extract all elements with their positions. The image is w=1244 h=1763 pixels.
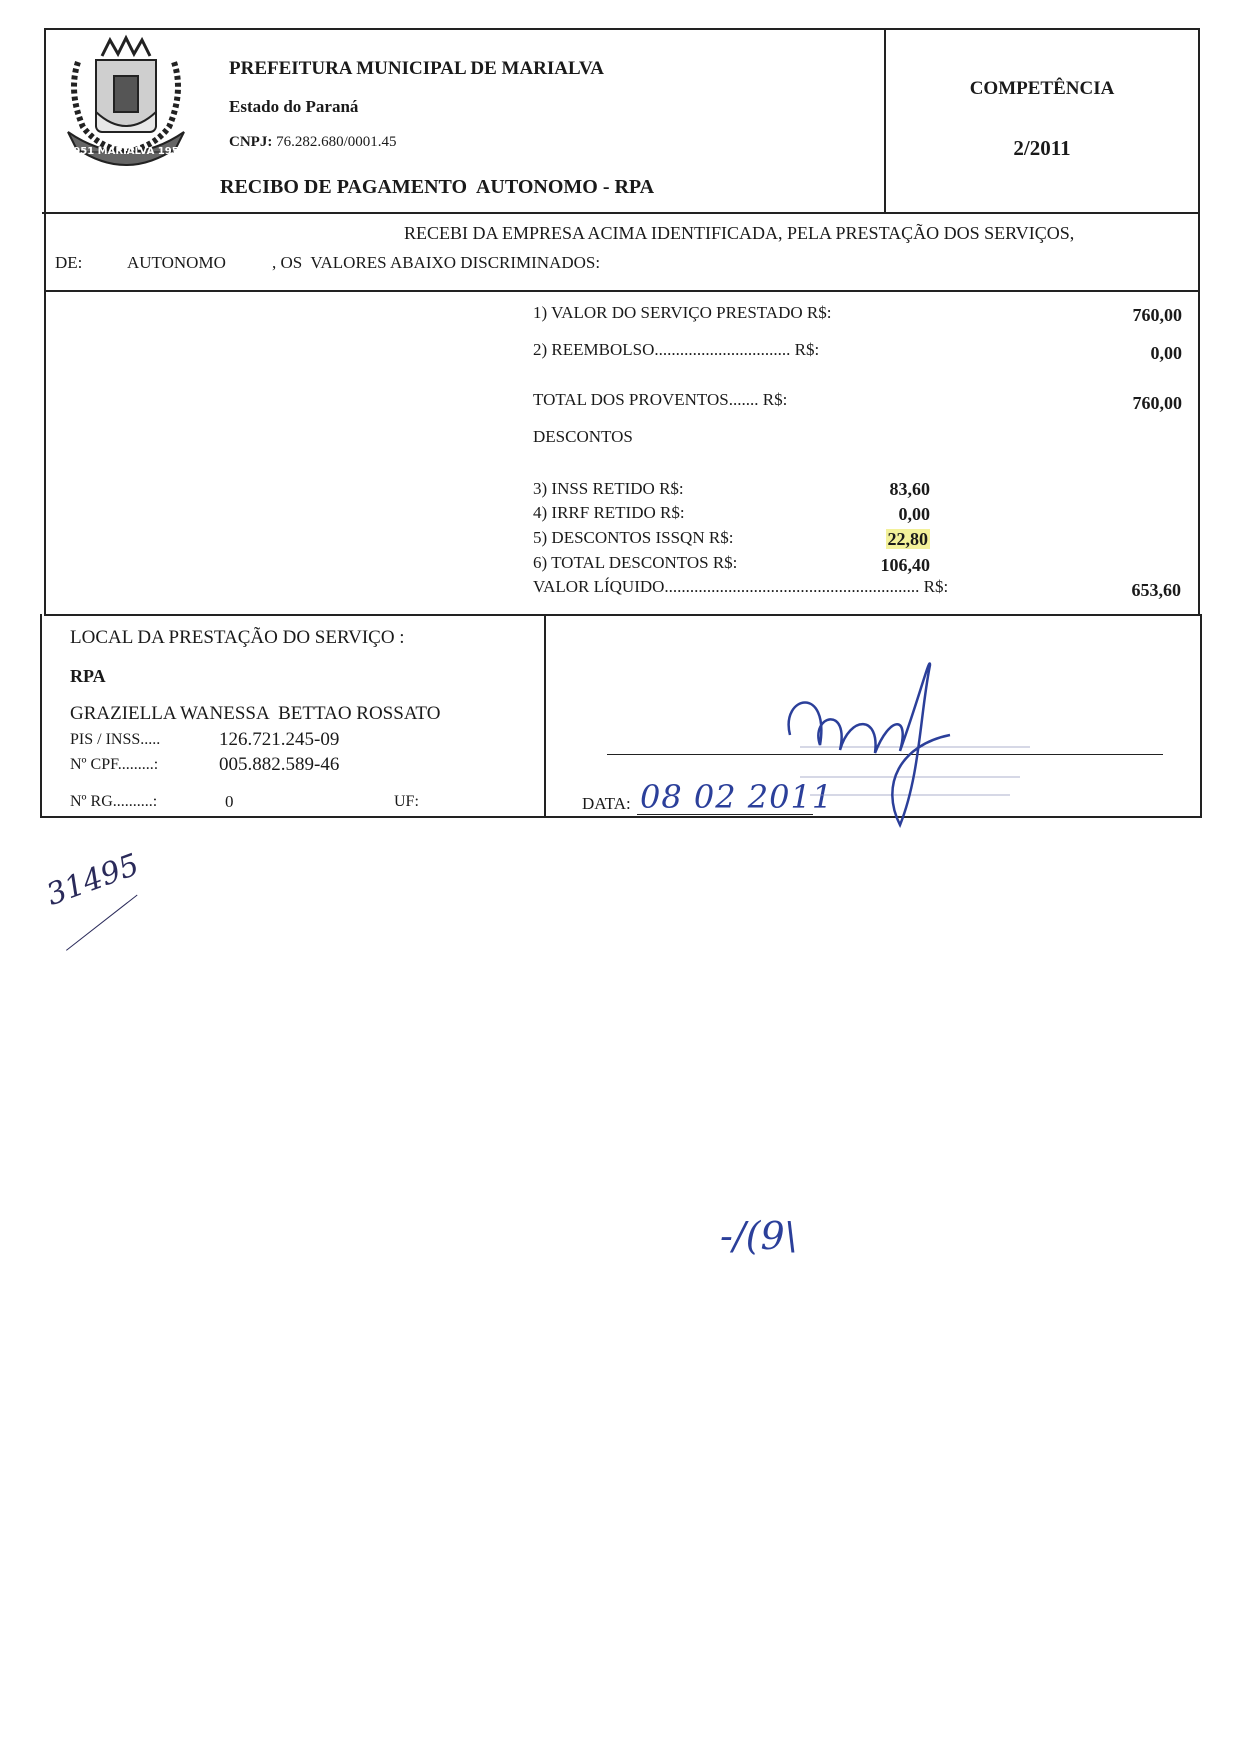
descontos-label: DESCONTOS [533,427,633,446]
footer-border-right [1200,614,1202,818]
form-border-left [44,28,46,218]
irrf-value: 0,00 [898,504,930,524]
local-label: LOCAL DA PRESTAÇÃO DO SERVIÇO : [70,627,405,648]
valor-liquido-label: VALOR LÍQUIDO............................................................ R$: [533,577,949,596]
municipality-name: PREFEITURA MUNICIPAL DE MARIALVA [229,58,604,79]
signature-and-stamp [780,655,1040,835]
issqn-value-wrapper [820,529,930,550]
reembolso-label: 2) REEMBOLSO................................ R$: [533,340,820,359]
servico-label: 1) VALOR DO SERVIÇO PRESTADO R$: [533,303,832,322]
inss-label: 3) INSS RETIDO R$: [533,479,684,498]
valor-liquido-value: 653,60 [1131,580,1181,600]
cnpj-label: CNPJ: [229,134,273,150]
intro-line-1: RECEBI DA EMPRESA ACIMA IDENTIFICADA, PELA PRESTAÇÃO DOS SERVIÇOS, [404,223,1075,243]
bottom-handwritten-note: -/(9\ [720,1214,798,1258]
footer-border-left [40,614,42,818]
pis-label: PIS / INSS..... [70,731,161,748]
cpf-label: Nº CPF.........: [70,756,159,773]
irrf-label: 4) IRRF RETIDO R$: [533,503,685,522]
cnpj-line [229,134,397,151]
competencia-label: COMPETÊNCIA [969,78,1115,99]
total-proventos-label: TOTAL DOS PROVENTOS....... R$: [533,390,788,409]
rg-value: 0 [225,792,234,811]
intro-de-label: DE: [55,253,83,272]
intro-line-2: , OS VALORES ABAIXO DISCRIMINADOS: [272,253,601,272]
values-border-left [44,290,46,616]
data-label: DATA: [582,794,631,813]
margin-handwritten-number: 31495 [42,847,144,913]
issqn-value: 22,80 [887,529,928,549]
reembolso-value: 0,00 [1150,343,1182,363]
total-descontos-label: 6) TOTAL DESCONTOS R$: [533,553,738,572]
rg-label: Nº RG..........: [70,793,158,810]
intro-divider-bottom [46,290,1200,292]
contractor-name: GRAZIELLA WANESSA BETTAO ROSSATO [70,703,441,724]
form-border-top [44,28,1200,30]
handwritten-date: 08 02 2011 [640,778,834,816]
intro-de-value: AUTONOMO [127,253,226,272]
cpf-value: 005.882.589-46 [219,754,340,775]
servico-value: 760,00 [1132,305,1182,325]
header-divider-vertical [884,28,886,214]
inss-value: 83,60 [889,479,930,499]
uf-label: UF: [394,793,419,810]
header-divider-bottom [42,212,1200,214]
intro-border-right [1198,212,1200,292]
intro-border-left [44,212,46,292]
cnpj-value: 76.282.680/0001.45 [276,134,397,150]
state-name: Estado do Paraná [229,97,359,116]
form-border-right [1198,28,1200,218]
local-value: RPA [70,666,106,686]
footer-divider-vertical [544,614,546,818]
logo-text: 1951 MARIALVA 1951 [66,146,186,157]
competencia-value: 2/2011 [1013,136,1071,160]
total-descontos-value: 106,40 [880,555,930,575]
issqn-label: 5) DESCONTOS ISSQN R$: [533,528,734,547]
values-border-right [1198,290,1200,616]
total-proventos-value: 760,00 [1132,393,1182,413]
values-divider-bottom [44,614,1202,616]
pis-value: 126.721.245-09 [219,729,340,750]
municipal-coat-of-arms [58,32,194,168]
document-title: RECIBO DE PAGAMENTO AUTONOMO - RPA [220,176,655,198]
